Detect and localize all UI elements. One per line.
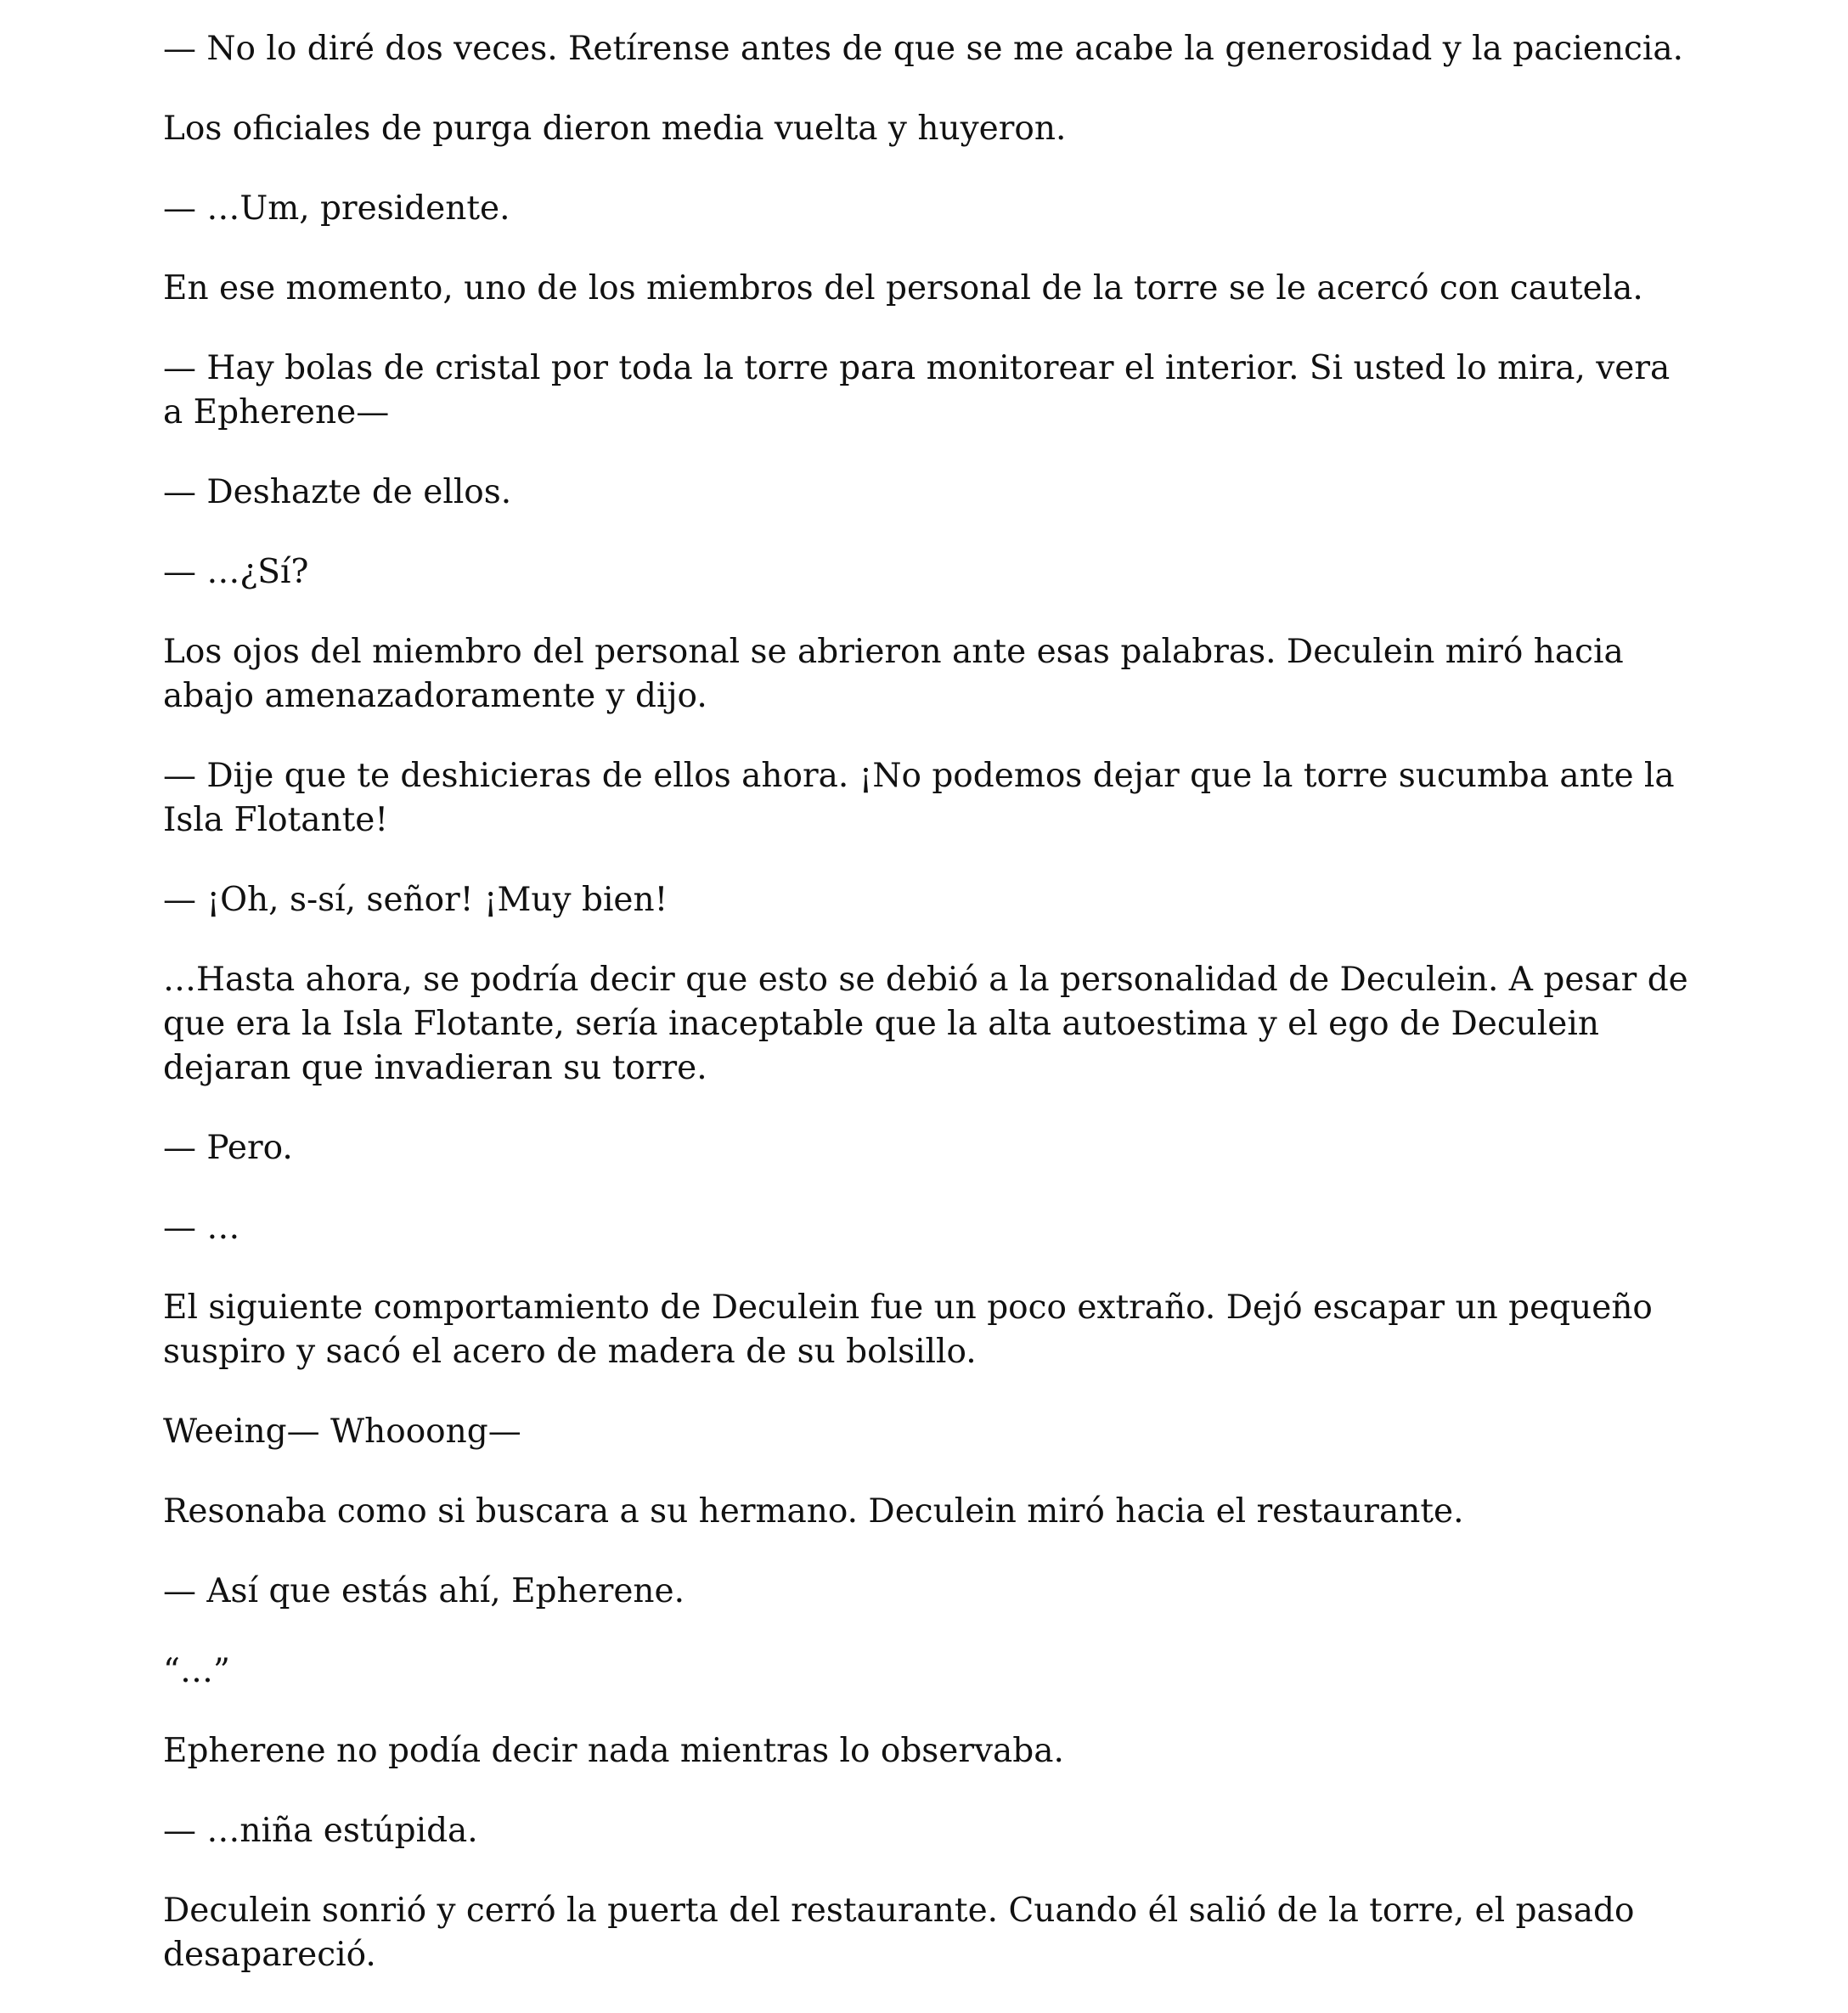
paragraph: — Deshazte de ellos.: [163, 473, 512, 511]
paragraph: — …¿Sí?: [163, 553, 309, 591]
paragraph: — …: [163, 1209, 240, 1247]
paragraph: …Hasta ahora, se podría decir que esto se debió a la personalidad de Deculein. A pesar de que era la Isla Flotante, sería inaceptable que la alta autoestima y el ego de Deculein dejaran que invadieran su torre.: [163, 961, 1688, 1087]
paragraph: — Pero.: [163, 1129, 293, 1167]
paragraph: En ese momento, uno de los miembros del personal de la torre se le acercó con cautela.: [163, 269, 1643, 307]
paragraph: — Dije que te deshicieras de ellos ahora. ¡No podemos dejar que la torre sucumba ante la Isla Flotante!: [163, 757, 1675, 839]
paragraph: Los ojos del miembro del personal se abrieron ante esas palabras. Deculein miró hacia abajo amenazadoramente y dijo.: [163, 633, 1624, 715]
paragraph: — ¡Oh, s-sí, señor! ¡Muy bien!: [163, 881, 668, 919]
paragraph: Deculein sonrió y cerró la puerta del restaurante. Cuando él salió de la torre, el pasado desapareció.: [163, 1892, 1635, 1974]
paragraph: — …niña estúpida.: [163, 1812, 478, 1850]
paragraph: El siguiente comportamiento de Deculein fue un poco extraño. Dejó escapar un pequeño suspiro y sacó el acero de madera de su bolsillo.: [163, 1288, 1653, 1371]
paragraph: “…”: [163, 1652, 230, 1690]
paragraph: Epherene no podía decir nada mientras lo observaba.: [163, 1732, 1064, 1770]
paragraph: — No lo diré dos veces. Retírense antes de que se me acabe la generosidad y la paciencia.: [163, 30, 1684, 68]
document-page: [163, 27, 1692, 2013]
paragraph: Weeing— Whooong—: [163, 1412, 521, 1451]
paragraph: Los oficiales de purga dieron media vuelta y huyeron.: [163, 110, 1067, 148]
paragraph: — …Um, presidente.: [163, 189, 510, 228]
paragraph: Resonaba como si buscara a su hermano. Deculein miró hacia el restaurante.: [163, 1492, 1464, 1531]
paragraph: — Hay bolas de cristal por toda la torre para monitorear el interior. Si usted lo mira, vera a Epherene—: [163, 349, 1671, 431]
paragraph: — Así que estás ahí, Epherene.: [163, 1572, 685, 1610]
